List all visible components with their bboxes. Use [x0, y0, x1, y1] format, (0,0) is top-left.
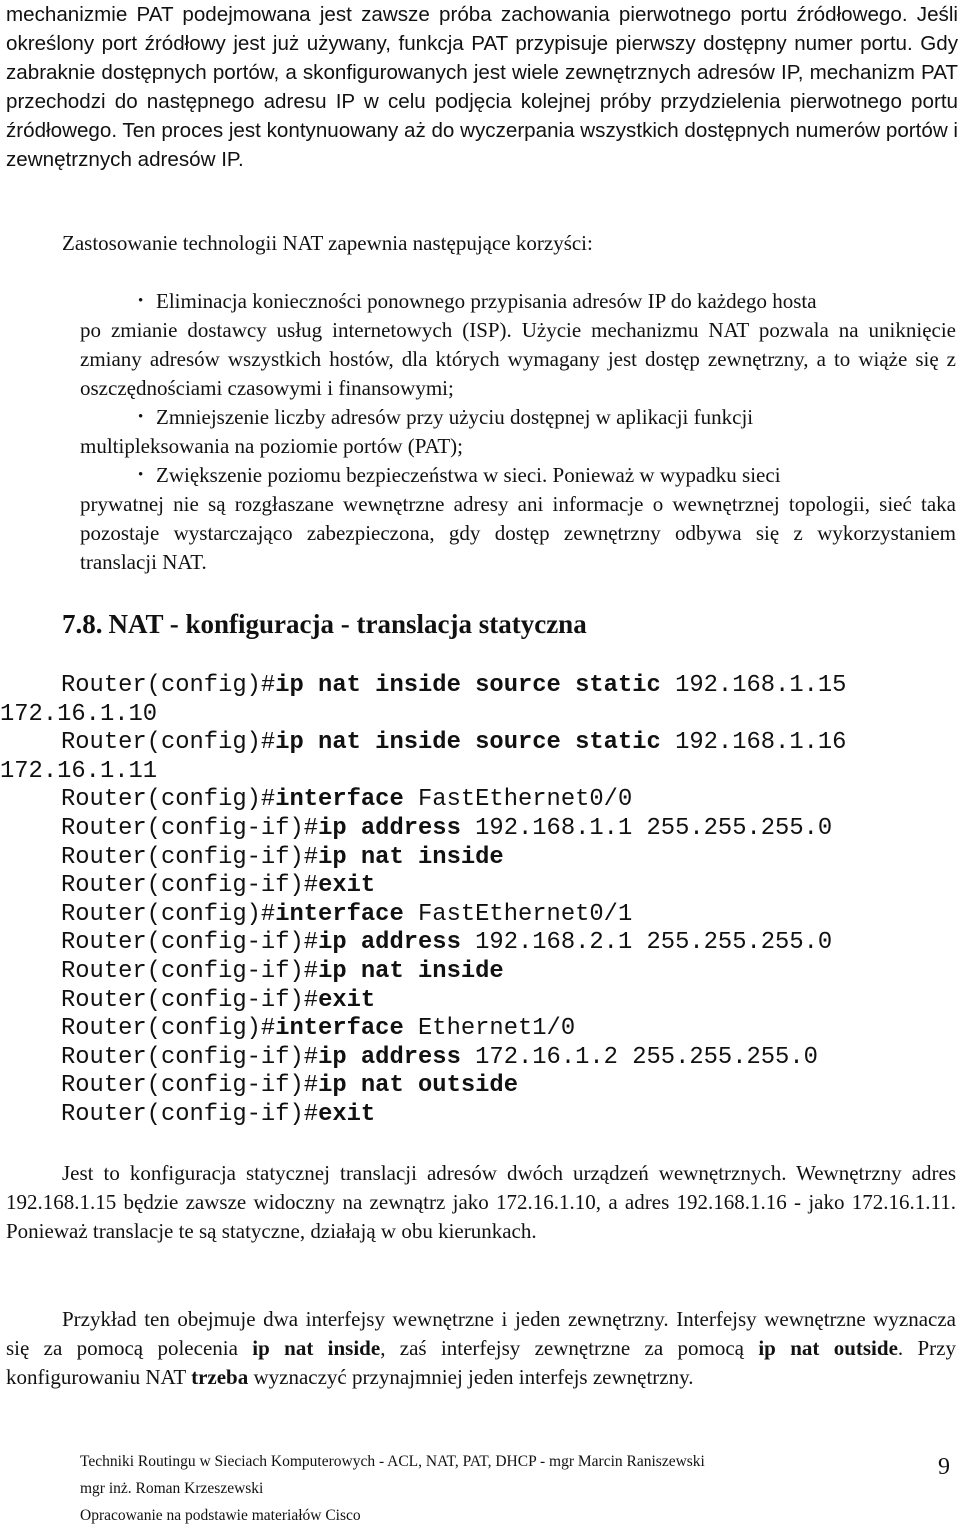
- list-item-text: po zmianie dostawcy usług internetowych (ISP). Użycie mechanizmu NAT pozwala na uniknięcie zmiany adresów wszystkich hostów, dla których wymagany jest dostęp zewnętrzny, a to wiąże się z oszczędnościami czasowymi i finansowymi;: [80, 318, 956, 400]
- code-prompt: Router(config-if)#: [61, 986, 319, 1014]
- code-arguments: 172.16.1.2 255.255.255.0: [460, 1043, 818, 1071]
- code-prompt: Router(config)#: [61, 786, 276, 814]
- pat-paragraph: mechanizmie PAT podejmowana jest zawsze próba zachowania pierwotnego portu źródłowego. Jeśli określony port źródłowy jest już używany, funkcja PAT przypisuje pierwszy dostępny numer portu. Gdy zabraknie dostępnych portów, a skonfigurowanych jest wiele zewnętrznych adresów IP, mechanizm PAT przechodzi do następnego adresu IP w celu podjęcia kolejnej próby przydzielenia pierwotnego portu źródłowego. Ten proces jest kontynuowany aż do wyczerpania wszystkich dostępnych numerów portów i zewnętrznych adresów IP.: [6, 3, 958, 171]
- footer-author: mgr inż. Roman Krzeszewski: [80, 1480, 264, 1497]
- page-number: 9: [938, 1454, 950, 1480]
- code-prompt: Router(config)#: [61, 900, 276, 928]
- code-command: exit: [318, 986, 376, 1014]
- code-arguments: FastEthernet0/1: [403, 900, 633, 928]
- code-line: [0, 901, 960, 930]
- emphasis-trzeba: trzeba: [191, 1365, 249, 1389]
- code-prompt: Router(config-if)#: [61, 957, 319, 985]
- code-command: interface: [275, 786, 404, 814]
- example-paragraph: Przykład ten obejmuje dwa interfejsy wewnętrzne i jeden zewnętrzny. Interfejsy wewnętrzne wyznacza się za pomocą polecenia ip nat inside, zaś interfejsy zewnętrzne za pomocą ip nat outside. Przy konfigurowaniu NAT trzeba wyznaczyć przynajmniej jeden interfejs zewnętrzny.: [6, 1307, 956, 1389]
- code-prompt: Router(config-if)#: [61, 814, 319, 842]
- list-item-text: multipleksowania na poziomie portów (PAT);: [80, 434, 464, 458]
- code-prompt: Router(config)#: [61, 672, 276, 699]
- code-line: [0, 872, 960, 901]
- code-line: [0, 1044, 960, 1073]
- code-line: [0, 844, 960, 873]
- code-line: [0, 1072, 960, 1101]
- code-line: [0, 701, 960, 730]
- code-command: ip nat inside source static: [275, 672, 661, 699]
- code-command: ip nat inside: [318, 957, 504, 985]
- footer-source: Opracowanie na podstawie materiałów Cisco: [80, 1507, 361, 1524]
- description-paragraph: Jest to konfiguracja statycznej translacji adresów dwóch urządzeń wewnętrznych. Wewnętrzny adres 192.168.1.15 będzie zawsze widoczny na zewnątrz jako 172.16.1.10, a adres 192.168.1.16 - jako 172.16.1.11. Ponieważ translacje te są statyczne, działają w obu kierunkach.: [6, 1161, 956, 1243]
- code-prompt: Router(config-if)#: [61, 929, 319, 957]
- list-item-text: prywatnej nie są rozgłaszane wewnętrzne adresy ani informacje o wewnętrznej topologii, sieć taka pozostaje wystarczająco zabezpieczona, gdy dostęp zewnętrzny odbywa się z wykorzystaniem translacji NAT.: [80, 492, 956, 574]
- code-prompt: Router(config-if)#: [61, 872, 319, 900]
- list-item: [80, 461, 956, 577]
- code-prompt: Router(config-if)#: [61, 1043, 319, 1071]
- code-arguments: 192.168.1.1 255.255.255.0: [460, 814, 833, 842]
- code-continuation: 172.16.1.11: [0, 757, 158, 785]
- section-title: NAT - konfiguracja - translacja statyczna: [108, 609, 587, 639]
- code-prompt: Router(config-if)#: [61, 1072, 319, 1100]
- code-line: [0, 929, 960, 958]
- bullet-icon: •: [138, 467, 144, 483]
- command-ip-nat-inside: ip nat inside: [252, 1336, 381, 1360]
- code-arguments: 192.168.1.15: [660, 672, 847, 699]
- code-continuation: 172.16.1.10: [0, 700, 158, 728]
- benefits-list: [80, 287, 956, 577]
- bullet-icon: •: [138, 293, 144, 309]
- config-code-block: [0, 672, 960, 1130]
- code-command: exit: [318, 1100, 376, 1128]
- code-command: ip address: [318, 814, 461, 842]
- code-command: ip nat inside: [318, 843, 504, 871]
- code-line: [0, 1101, 960, 1130]
- code-command: interface: [275, 900, 404, 928]
- list-item-first-line: • Zmniejszenie liczby adresów przy użyciu dostępnej w aplikacji funkcji: [80, 403, 956, 432]
- section-heading: [62, 606, 587, 642]
- code-command: interface: [275, 1015, 404, 1043]
- code-command: ip address: [318, 929, 461, 957]
- code-command: ip nat inside source static: [275, 729, 661, 757]
- code-line: [0, 958, 960, 987]
- code-arguments: FastEthernet0/0: [403, 786, 633, 814]
- list-item-first-line: • Zwiększenie poziomu bezpieczeństwa w sieci. Ponieważ w wypadku sieci: [80, 461, 956, 490]
- command-ip-nat-outside: ip nat outside: [758, 1336, 898, 1360]
- section-number: 7.8.: [62, 609, 103, 639]
- list-item-first-line: • Eliminacja konieczności ponownego przypisania adresów IP do każdego hosta: [80, 287, 956, 316]
- code-prompt: Router(config)#: [61, 1015, 276, 1043]
- code-line: [0, 786, 960, 815]
- code-line: [0, 758, 960, 787]
- code-command: ip address: [318, 1043, 461, 1071]
- bullet-icon: •: [138, 409, 144, 425]
- code-arguments: Ethernet1/0: [403, 1015, 576, 1043]
- code-line: [0, 1015, 960, 1044]
- code-command: ip nat outside: [318, 1072, 518, 1100]
- page-footer: [80, 1452, 950, 1533]
- code-line: [0, 729, 960, 758]
- code-prompt: Router(config)#: [61, 729, 276, 757]
- code-prompt: Router(config-if)#: [61, 843, 319, 871]
- code-prompt: Router(config-if)#: [61, 1100, 319, 1128]
- code-arguments: 192.168.2.1 255.255.255.0: [460, 929, 833, 957]
- list-item: [80, 403, 956, 461]
- list-item: [80, 287, 956, 403]
- code-line: [0, 672, 960, 701]
- code-line: [0, 815, 960, 844]
- code-line: [0, 987, 960, 1016]
- benefits-intro: Zastosowanie technologii NAT zapewnia następujące korzyści:: [62, 231, 593, 255]
- footer-course-title: Techniki Routingu w Sieciach Komputerowych - ACL, NAT, PAT, DHCP - mgr Marcin Raniszewski: [80, 1453, 705, 1470]
- code-command: exit: [318, 872, 376, 900]
- code-arguments: 192.168.1.16: [660, 729, 847, 757]
